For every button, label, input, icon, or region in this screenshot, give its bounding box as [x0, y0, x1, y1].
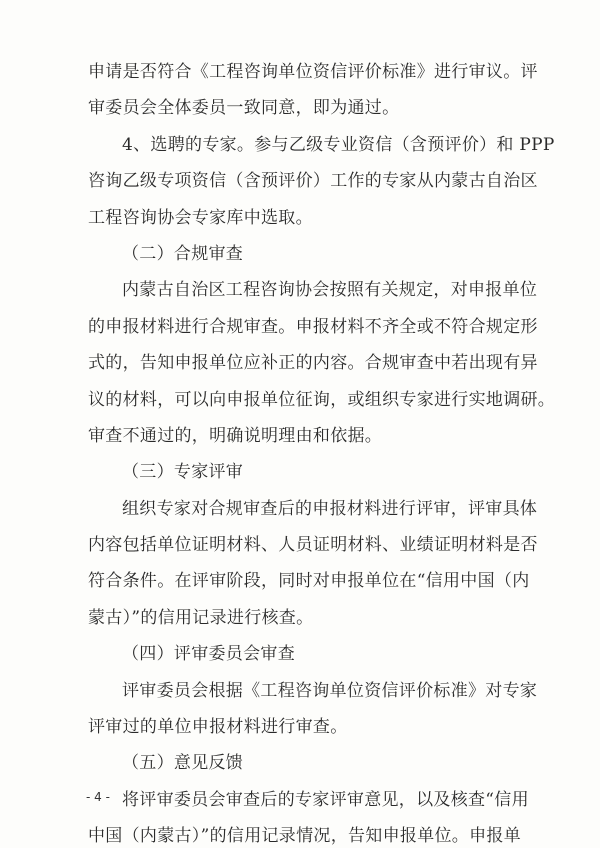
body-line: 议的材料，可以向申报单位征询，或组织专家进行实地调研。	[88, 389, 556, 410]
body-line: 评审过的单位申报材料进行审查。	[88, 717, 348, 738]
paragraph-start-line: 内蒙古自治区工程咨询协会按照有关规定，对申报单位	[122, 280, 538, 301]
paragraph-start-line: 组织专家对合规审查后的申报材料进行评审，评审具体	[122, 498, 538, 519]
body-line: 蒙古）”的信用记录进行核查。	[88, 607, 314, 628]
section-heading: （四）评审委员会审查	[122, 644, 295, 665]
section-heading: （五）意见反馈	[122, 753, 244, 774]
body-line: 式的，告知申报单位应补正的内容。合规审查中若出现有异	[88, 353, 538, 374]
body-line: 审委员会全体委员一致同意，即为通过。	[88, 98, 400, 119]
body-line: 内容包括单位证明材料、人员证明材料、业绩证明材料是否	[88, 535, 538, 556]
body-line: 中国（内蒙古）”的信用记录情况，告知申报单位。申报单	[88, 826, 521, 847]
section-heading: （三）专家评审	[122, 462, 244, 483]
paragraph-start-line: 4、选聘的专家。参与乙级专业资信（含预评价）和 PPP	[122, 134, 555, 155]
body-line: 工程咨询协会专家库中选取。	[88, 207, 313, 228]
document-body	[88, 62, 556, 863]
section-heading: （二）合规审查	[122, 243, 244, 264]
body-line: 的申报材料进行合规审查。申报材料不齐全或不符合规定形	[88, 316, 538, 337]
body-line: 审查不通过的，明确说明理由和依据。	[88, 425, 383, 446]
paragraph-start-line: 将评审委员会审查后的专家评审意见，以及核查“信用	[122, 789, 529, 810]
body-line: 申请是否符合《工程咨询单位资信评价标准》进行审议。评	[88, 62, 538, 82]
paragraph-start-line: 评审委员会根据《工程咨询单位资信评价标准》对专家	[122, 680, 538, 701]
body-line: 符合条件。在评审阶段，同时对申报单位在“信用中国（内	[88, 571, 530, 592]
body-line: 咨询乙级专项资信（含预评价）工作的专家从内蒙古自治区	[88, 171, 538, 192]
page-number: - 4 -	[86, 790, 110, 804]
